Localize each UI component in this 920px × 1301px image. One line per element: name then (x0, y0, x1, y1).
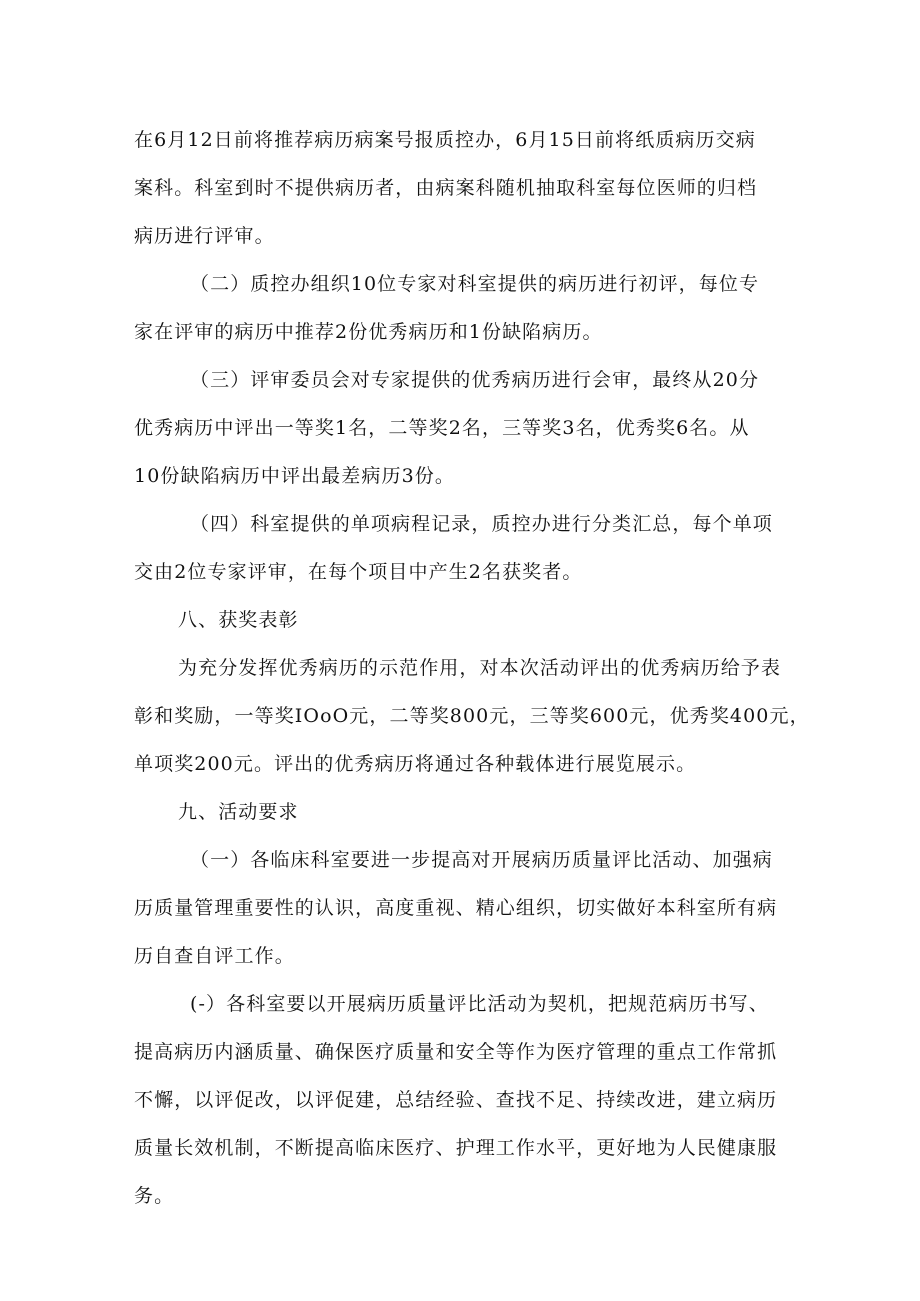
text-line: 历自查自评工作。 (134, 945, 295, 967)
text-line: (-）各科室要以开展病历质量评比活动为契机，把规范病历书写、 (190, 993, 769, 1015)
text-line: 在6月12日前将推荐病历病案号报质控办，6月15日前将纸质病历交病 (134, 129, 756, 151)
text-line: （一）各临床科室要进一步提高对开展病历质量评比活动、加强病 (190, 849, 773, 871)
text-line: 不懈，以评促改，以评促建，总结经验、查找不足、持续改进，建立病历 (134, 1089, 778, 1111)
section-heading: 九、活动要求 (178, 801, 299, 823)
text-line: 病历进行评审。 (134, 225, 275, 247)
text-line: 交由2位专家评审，在每个项目中产生2名获奖者。 (134, 561, 583, 583)
text-line: 质量长效机制，不断提高临床医疗、护理工作水平，更好地为人民健康服 (134, 1137, 778, 1159)
text-line: 历质量管理重要性的认识，高度重视、精心组织，切实做好本科室所有病 (134, 897, 778, 919)
text-line: 提高病历内涵质量、确保医疗质量和安全等作为医疗管理的重点工作常抓 (134, 1041, 778, 1063)
text-line: （四）科室提供的单项病程记录，质控办进行分类汇总，每个单项 (190, 513, 773, 535)
text-line: 优秀病历中评出一等奖1名，二等奖2名，三等奖3名，优秀奖6名。从 (134, 417, 750, 439)
text-line: 彰和奖励，一等奖IOoO元，二等奖800元，三等奖600元，优秀奖400元， (134, 705, 810, 727)
text-line: 案科。科室到时不提供病历者，由病案科随机抽取科室每位医师的归档 (134, 177, 758, 199)
text-line: 务。 (134, 1185, 175, 1207)
section-heading: 八、获奖表彰 (178, 609, 299, 631)
text-line: 家在评审的病历中推荐2份优秀病历和1份缺陷病历。 (134, 321, 603, 343)
text-line: 为充分发挥优秀病历的示范作用，对本次活动评出的优秀病历给予表 (178, 657, 782, 679)
text-line: （三）评审委员会对专家提供的优秀病历进行会审，最终从20分 (190, 369, 760, 391)
text-line: （二）质控办组织10位专家对科室提供的病历进行初评，每位专 (190, 273, 760, 295)
text-line: 10份缺陷病历中评出最差病历3份。 (134, 465, 455, 487)
text-line: 单项奖200元。评出的优秀病历将通过各种载体进行展览展示。 (134, 753, 697, 775)
